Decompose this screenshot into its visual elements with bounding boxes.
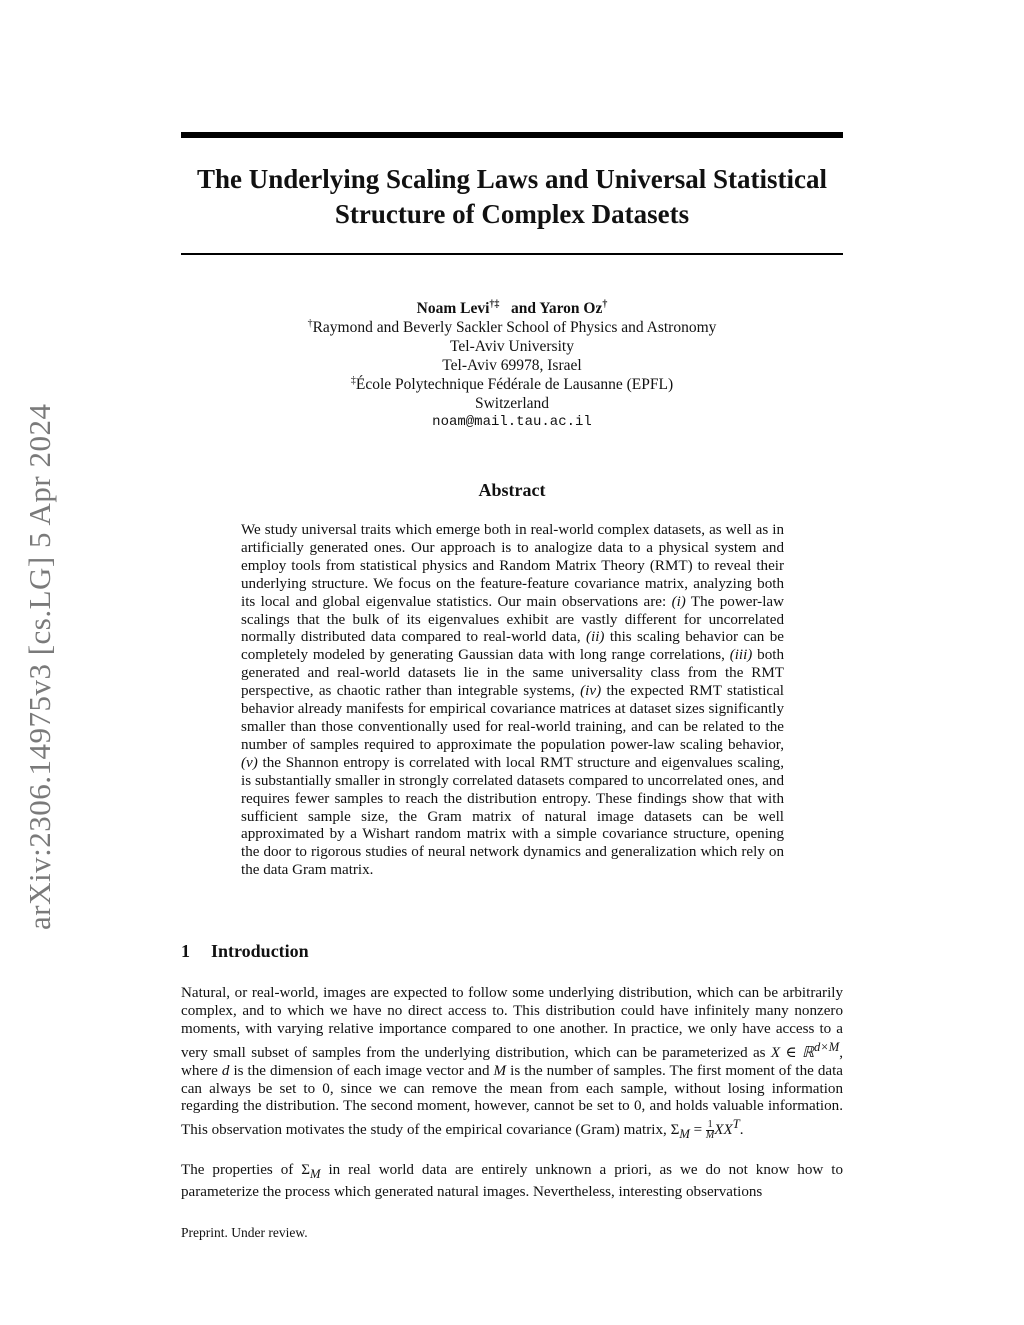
abstract-text-intro: We study universal traits which emerge both in real-world complex datasets, as well as in artificially generated ones. Our approach is to analogize data to a physical system and employ tools from statistical physics and Random Matrix Theory (RMT) to reveal their underlying structure. We focus on the feature-feature covariance matrix, analyzing both its local and global eigenvalue statistics. Our main observations are: [241, 522, 784, 610]
math-x-in-r: X ∈ ℝ [770, 1044, 814, 1061]
affiliation-1-line-2: Tel-Aviv University [450, 338, 574, 355]
section-title: Introduction [211, 941, 309, 961]
affiliation-1 [181, 318, 843, 337]
arxiv-identifier: arXiv:2306.14975v3 [cs.LG] 5 Apr 2024 [22, 403, 57, 930]
title-bottom-rule [181, 253, 843, 255]
intro-p1-part-b: , where [181, 1044, 843, 1079]
intro-p1-part-d: is the number of samples. The first moment of the data can always be set to 0, since we can remove the mean from each sample, without losing information regarding the distribution. The second moment, however, cannot be set to 0, and holds valuable information. This observation motivates the study of the empirical covariance (Gram) matrix, [181, 1062, 843, 1139]
author-block [181, 299, 843, 432]
abstract-marker-ii: (ii) [586, 629, 605, 646]
paper-title [181, 162, 843, 232]
intro-p1-end: . [739, 1122, 744, 1139]
abstract-marker-iii: (iii) [729, 647, 753, 664]
affiliation-2-line-2: Switzerland [474, 395, 550, 412]
author-2-marks: † [602, 298, 608, 310]
affiliation-2-line-1: École Polytechnique Fédérale de Lausanne (EPFL) [355, 376, 674, 393]
author-2: Yaron Oz [539, 300, 603, 317]
author-connector: and [511, 300, 537, 317]
footer-note: Preprint. Under review. [181, 1225, 308, 1240]
math-d: d [221, 1062, 230, 1079]
affiliation-1-line-3: Tel-Aviv 69978, Israel [442, 357, 582, 374]
title-line-1: The Underlying Scaling Laws and Universal Statistical [196, 164, 828, 194]
math-sigma-sub: M [679, 1127, 690, 1142]
title-line-2: Structure of Complex Datasets [334, 199, 690, 229]
section-heading-introduction [181, 941, 309, 962]
intro-p2-part-b: in real world data are entirely unknown a priori, as we do not know how to parameterize the process which generated natural images. Nevertheless, interesting observations [181, 1162, 843, 1200]
math-xxt: XX [714, 1122, 733, 1139]
author-names [181, 299, 843, 318]
abstract-marker-v: (v) [241, 754, 258, 771]
affiliation-2-mark: ‡ [350, 374, 356, 386]
math-sigma: Σ [670, 1122, 680, 1139]
intro-paragraph-1 [181, 985, 843, 1144]
author-email[interactable]: noam@mail.tau.ac.il [432, 414, 592, 430]
math-sigma-2-sub: M [310, 1167, 321, 1182]
abstract-point-4: the expected RMT statistical behavior already manifests for empirical covariance matrices at dataset sizes significantly smaller than those conventionally used for real-world training, and can be related to the number of samples required to approximate the population power-law scaling behavior, [241, 683, 784, 753]
abstract-point-3: both generated and real-world datasets lie in the same universality class from the RMT perspective, as chaotic rather than integrable systems, [241, 647, 784, 700]
section-number: 1 [181, 941, 190, 961]
fraction-numerator: 1 [707, 1119, 713, 1131]
intro-p2-part-a: The properties of [181, 1162, 302, 1178]
abstract-text [241, 522, 784, 880]
fraction-denominator: M [705, 1130, 715, 1142]
affiliation-1-mark: † [307, 317, 313, 329]
abstract-point-1: The power-law scalings that the bulk of its eigenvalues exhibit are vastly different for uncorrelated normally distributed data compared to real-world data, [241, 593, 784, 646]
math-equals: = [689, 1122, 706, 1139]
abstract-marker-i: (i) [671, 593, 686, 610]
author-1-marks: †‡ [489, 298, 500, 310]
author-1: Noam Levi [416, 300, 490, 317]
affiliation-2 [181, 375, 843, 394]
math-xxt-sup: T [732, 1117, 740, 1132]
intro-paragraph-2 [181, 1162, 843, 1202]
title-top-rule [181, 132, 843, 138]
abstract-marker-iv: (iv) [580, 683, 602, 700]
abstract-point-5: the Shannon entropy is correlated with local RMT structure and eigenvalues scaling, is substantially smaller in strongly correlated datasets compared to uncorrelated ones, and requires fewer samples to reach the distribution entropy. These findings show that with sufficient sample size, the Gram matrix of natural image datasets can be well approximated by a Wishart random matrix with a simple covariance structure, opening the door to rigorous studies of neural network dynamics and generalization which rely on the data Gram matrix. [241, 754, 784, 879]
math-fraction [706, 1120, 714, 1141]
abstract-point-2: this scaling behavior can be completely modeled by generating Gaussian data with long range correlations, [241, 629, 784, 664]
intro-p1-part-c: is the dimension of each image vector and [229, 1062, 494, 1079]
math-m: M [493, 1062, 507, 1079]
intro-p1-part-a: Natural, or real-world, images are expected to follow some underlying distribution, which can be arbitrarily complex, and to which we have no direct access to. This distribution could have infinitely many nonzero moments, with varying relative importance compared to one another. In practice, we only have access to a very small subset of samples from the underlying distribution, which can be parameterized as [181, 985, 843, 1061]
math-sigma-2: Σ [301, 1162, 311, 1178]
affiliation-1-line-1: Raymond and Beverly Sackler School of Physics and Astronomy [312, 319, 717, 336]
abstract-heading: Abstract [478, 480, 546, 500]
math-x-in-r-sup: d×M [813, 1039, 840, 1054]
